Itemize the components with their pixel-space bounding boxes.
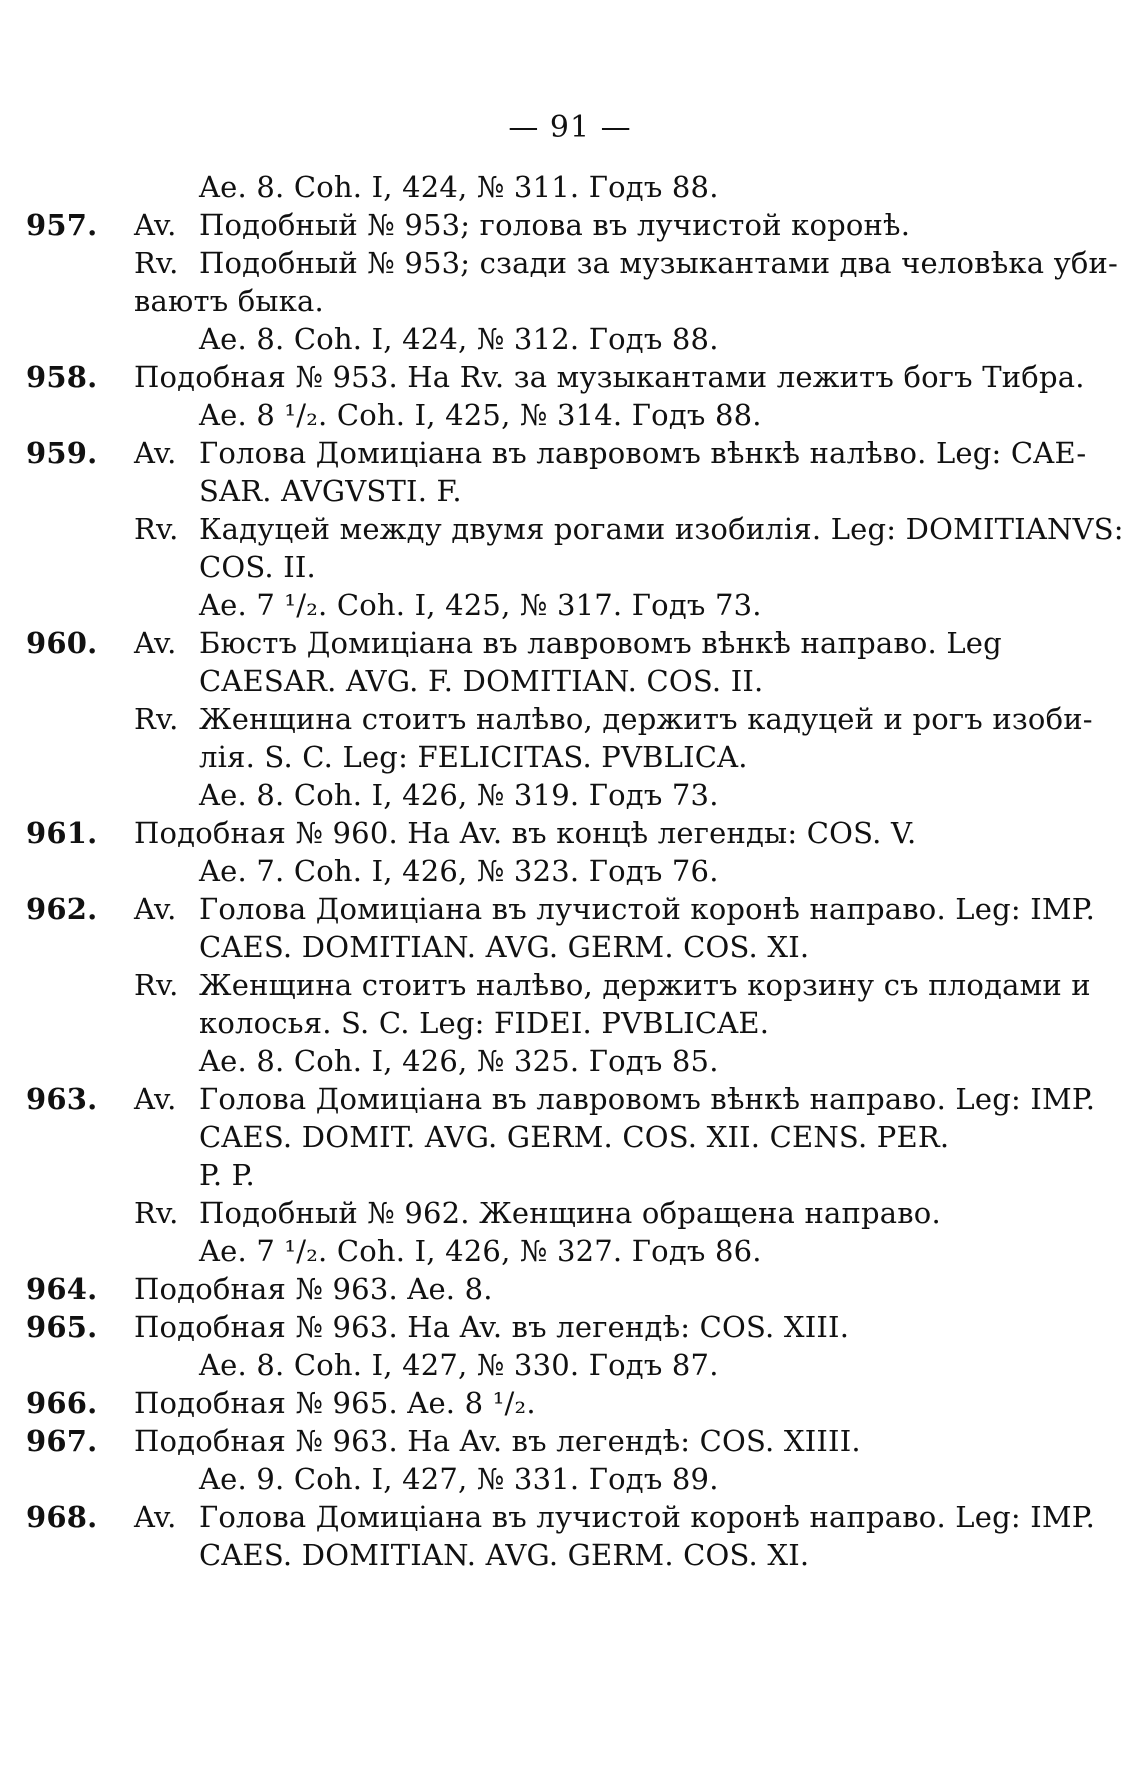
side-label: Av. — [134, 208, 177, 242]
line-text: Подобная № 963. Ae. 8. — [134, 1272, 493, 1306]
entry-number: 968. — [26, 1500, 98, 1534]
line-text: CAES. DOMIT. AVG. GERM. COS. XII. CENS. PER. — [199, 1120, 950, 1154]
line-text: CAESAR. AVG. F. DOMITIAN. COS. II. — [199, 664, 764, 698]
side-label: Av. — [134, 1500, 177, 1534]
line-text: Бюстъ Домиціана въ лавровомъ вѣнкѣ направо. Leg — [199, 626, 1002, 660]
entry-number: 967. — [26, 1424, 98, 1458]
line-text: ваютъ быка. — [134, 284, 324, 318]
line-text: Голова Домиціана въ лучистой коронѣ направо. Leg: IMP. — [199, 1500, 1096, 1534]
side-label: Rv. — [134, 246, 179, 280]
entry-number: 957. — [26, 208, 98, 242]
line-text: CAES. DOMITIAN. AVG. GERM. COS. XI. — [199, 930, 810, 964]
line-text: Ae. 7. Coh. I, 426, № 323. Годъ 76. — [199, 854, 719, 888]
line-text: Ae. 8. Coh. I, 426, № 319. Годъ 73. — [199, 778, 719, 812]
line-text: Голова Домиціана въ лавровомъ вѣнкѣ направо. Leg: IMP. — [199, 1082, 1096, 1116]
entry-number: 959. — [26, 436, 98, 470]
line-text: Ae. 8. Coh. I, 427, № 330. Годъ 87. — [199, 1348, 719, 1382]
side-label: Av. — [134, 1082, 177, 1116]
line-text: Голова Домиціана въ лавровомъ вѣнкѣ налѣво. Leg: CAE- — [199, 436, 1087, 470]
line-text: Подобный № 953; голова въ лучистой коронѣ. — [199, 208, 911, 242]
line-text: Ae. 7 ¹/₂. Coh. I, 426, № 327. Годъ 86. — [199, 1234, 762, 1268]
line-text: Ae. 8. Coh. I, 426, № 325. Годъ 85. — [199, 1044, 719, 1078]
side-label: Rv. — [134, 512, 179, 546]
line-text: колосья. S. C. Leg: FIDEI. PVBLICAE. — [199, 1006, 770, 1040]
side-label: Av. — [134, 626, 177, 660]
entry-number: 964. — [26, 1272, 98, 1306]
line-text: Женщина стоитъ налѣво, держитъ кадуцей и рогъ изоби- — [199, 702, 1093, 736]
line-text: P. P. — [199, 1158, 255, 1192]
line-text: COS. II. — [199, 550, 316, 584]
line-text: Подобная № 963. На Av. въ легендѣ: COS. XIII. — [134, 1310, 850, 1344]
line-text: Подобная № 953. На Rv. за музыкантами лежитъ богъ Тибра. — [134, 360, 1085, 394]
line-text: Ae. 9. Coh. I, 427, № 331. Годъ 89. — [199, 1462, 719, 1496]
side-label: Rv. — [134, 1196, 179, 1230]
line-text: SAR. AVGVSTI. F. — [199, 474, 462, 508]
entry-number: 962. — [26, 892, 98, 926]
entry-number: 965. — [26, 1310, 98, 1344]
line-text: Ae. 8 ¹/₂. Coh. I, 425, № 314. Годъ 88. — [199, 398, 762, 432]
side-label: Av. — [134, 892, 177, 926]
line-text: Кадуцей между двумя рогами изобилія. Leg: DOMITIANVS: — [199, 512, 1124, 546]
line-text: лія. S. C. Leg: FELICITAS. PVBLICA. — [199, 740, 748, 774]
page-number: — 91 — — [508, 110, 632, 145]
entry-number: 961. — [26, 816, 98, 850]
side-label: Rv. — [134, 968, 179, 1002]
side-label: Av. — [134, 436, 177, 470]
line-text: Подобный № 962. Женщина обращена направо. — [199, 1196, 941, 1230]
entry-number: 966. — [26, 1386, 98, 1420]
line-text: Женщина стоитъ налѣво, держитъ корзину съ плодами и — [199, 968, 1091, 1002]
line-text: Ae. 8. Coh. I, 424, № 311. Годъ 88. — [199, 170, 719, 204]
line-text: CAES. DOMITIAN. AVG. GERM. COS. XI. — [199, 1538, 810, 1572]
line-text: Ae. 8. Coh. I, 424, № 312. Годъ 88. — [199, 322, 719, 356]
entry-number: 963. — [26, 1082, 98, 1116]
line-text: Подобная № 960. На Av. въ концѣ легенды: COS. V. — [134, 816, 917, 850]
side-label: Rv. — [134, 702, 179, 736]
line-text: Подобная № 965. Ae. 8 ¹/₂. — [134, 1386, 536, 1420]
line-text: Подобная № 963. На Av. въ легендѣ: COS. XIIII. — [134, 1424, 861, 1458]
entry-number: 960. — [26, 626, 98, 660]
line-text: Ae. 7 ¹/₂. Coh. I, 425, № 317. Годъ 73. — [199, 588, 762, 622]
line-text: Голова Домиціана въ лучистой коронѣ направо. Leg: IMP. — [199, 892, 1096, 926]
entry-number: 958. — [26, 360, 98, 394]
line-text: Подобный № 953; сзади за музыкантами два человѣка уби- — [199, 246, 1119, 280]
